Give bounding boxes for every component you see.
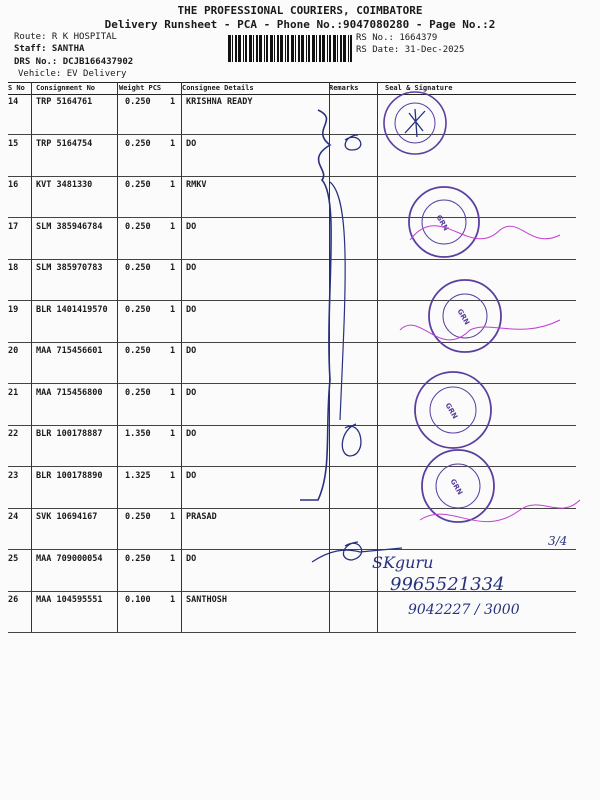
barcode-bar	[301, 35, 304, 62]
row-sno: 14	[8, 97, 19, 107]
row-sno: 21	[8, 387, 19, 398]
column-divider	[117, 82, 118, 632]
row-pcs: 1	[170, 346, 176, 356]
col-sno: S No	[8, 84, 25, 92]
barcode-bar	[308, 35, 310, 62]
row-consignee: DO	[186, 304, 197, 315]
barcode-bar	[256, 35, 258, 62]
barcode-bar	[306, 35, 307, 62]
stamp-initials: GRN	[443, 401, 459, 421]
rs-number: RS No.: 1664379	[356, 33, 438, 43]
row-weight: 0.250	[125, 97, 151, 107]
table-row	[8, 93, 576, 135]
row-consignment: SVK 10694167	[36, 512, 98, 522]
table-row	[8, 259, 576, 301]
barcode-bar	[322, 35, 325, 62]
table-row	[8, 425, 576, 467]
table-row	[8, 176, 576, 218]
row-sno: 15	[8, 138, 19, 149]
row-pcs: 1	[170, 553, 176, 564]
barcode-bar	[350, 35, 352, 62]
row-weight: 0.250	[125, 180, 151, 190]
barcode-bar	[280, 35, 283, 62]
row-pcs: 1	[170, 221, 176, 232]
barcode-bar	[319, 35, 321, 62]
row-sno: 24	[8, 512, 19, 522]
row-sno: 23	[8, 470, 19, 481]
barcode-bar	[312, 35, 315, 62]
row-pcs: 1	[170, 138, 176, 149]
row-consignee: DO	[186, 346, 197, 356]
column-divider	[329, 82, 330, 632]
table-row	[8, 135, 576, 177]
row-consignee: DO	[186, 138, 197, 149]
table-row	[8, 384, 576, 426]
barcode-bar	[337, 35, 338, 62]
row-pcs: 1	[170, 180, 176, 190]
handwritten-page: 3/4	[548, 534, 568, 548]
row-consignee: DO	[186, 553, 197, 564]
barcode-bar	[259, 35, 262, 62]
barcode-bar	[343, 35, 346, 62]
row-weight: 0.250	[125, 304, 151, 315]
row-consignee: DO	[186, 387, 197, 398]
column-divider	[181, 82, 182, 632]
row-consignment: TRP 5164761	[36, 97, 93, 107]
row-sno: 20	[8, 346, 19, 356]
barcode-bar	[235, 35, 237, 62]
row-consignment: BLR 1401419570	[36, 304, 108, 315]
stamp-initials: GRN	[434, 213, 450, 233]
row-consignee: KRISHNA READY	[186, 97, 253, 107]
barcode-bar	[277, 35, 279, 62]
rs-date: RS Date: 31-Dec-2025	[356, 45, 465, 55]
row-consignee: PRASAD	[186, 512, 217, 522]
barcode-bar	[340, 35, 342, 62]
barcode-bar	[238, 35, 241, 62]
barcode-bar	[245, 35, 247, 62]
table-row	[8, 508, 576, 550]
handwritten-phone: 9965521334	[390, 574, 505, 595]
barcode-bar	[329, 35, 331, 62]
row-weight: 0.250	[125, 263, 151, 273]
col-seal: Seal & Signature	[385, 84, 453, 92]
row-consignee: DO	[186, 429, 197, 439]
barcode-bar	[274, 35, 275, 62]
table-row	[8, 342, 576, 384]
row-consignee: DO	[186, 470, 197, 481]
barcode-bar	[333, 35, 336, 62]
barcode-bar	[348, 35, 349, 62]
row-consignment: BLR 100178887	[36, 429, 103, 439]
barcode-bar	[253, 35, 254, 62]
barcode-bar	[327, 35, 328, 62]
col-weight-pcs: Weight PCS	[119, 84, 162, 92]
row-consignee: SANTHOSH	[186, 595, 227, 605]
row-pcs: 1	[170, 263, 176, 273]
row-consignee: RMKV	[186, 180, 207, 190]
row-consignee: DO	[186, 221, 197, 232]
drs-number: DRS No.: DCJB166437902	[14, 57, 134, 67]
row-sno: 16	[8, 180, 19, 190]
row-weight: 0.250	[125, 553, 151, 564]
col-remarks: Remarks	[329, 84, 359, 92]
barcode-bar	[228, 35, 231, 62]
row-sno: 25	[8, 553, 19, 564]
table-row	[8, 301, 576, 343]
row-pcs: 1	[170, 595, 176, 605]
row-weight: 1.350	[125, 429, 151, 439]
barcode-bar	[270, 35, 273, 62]
document-title: THE PROFESSIONAL COURIERS, COIMBATORE	[177, 4, 423, 17]
row-sno: 26	[8, 595, 19, 605]
col-consignee: Consignee Details	[182, 84, 254, 92]
barcode	[228, 35, 353, 62]
row-sno: 17	[8, 221, 19, 232]
route-label: Route: R K HOSPITAL	[14, 32, 117, 42]
row-consignment: SLM 385970783	[36, 263, 103, 273]
row-pcs: 1	[170, 97, 176, 107]
barcode-bar	[285, 35, 286, 62]
row-consignment: MAA 715456601	[36, 346, 103, 356]
col-consignment: Consignment No	[36, 84, 96, 92]
row-pcs: 1	[170, 387, 176, 398]
barcode-bar	[232, 35, 233, 62]
row-sno: 18	[8, 263, 19, 273]
row-weight: 0.250	[125, 138, 151, 149]
barcode-bar	[266, 35, 268, 62]
table-row	[8, 591, 576, 633]
row-consignment: TRP 5164754	[36, 138, 93, 149]
row-pcs: 1	[170, 429, 176, 439]
barcode-bar	[298, 35, 300, 62]
row-pcs: 1	[170, 512, 176, 522]
barcode-bar	[287, 35, 289, 62]
column-divider	[377, 82, 378, 632]
row-sno: 22	[8, 429, 19, 439]
row-weight: 0.250	[125, 512, 151, 522]
stamp-initials: GRN	[455, 307, 471, 327]
row-weight: 0.250	[125, 387, 151, 398]
row-weight: 0.250	[125, 221, 151, 232]
vehicle-label: Vehicle: EV Delivery	[18, 69, 127, 79]
table-row	[8, 550, 576, 592]
stamp-initials: GRN	[448, 477, 464, 497]
row-consignee: DO	[186, 263, 197, 273]
handwritten-amount: 9042227 / 3000	[408, 602, 520, 618]
row-consignment: SLM 385946784	[36, 221, 103, 232]
row-sno: 19	[8, 304, 19, 315]
barcode-bar	[295, 35, 296, 62]
row-pcs: 1	[170, 304, 176, 315]
row-weight: 0.250	[125, 346, 151, 356]
barcode-bar	[316, 35, 317, 62]
table-row	[8, 467, 576, 509]
row-weight: 1.325	[125, 470, 151, 481]
row-consignment: MAA 104595551	[36, 595, 103, 605]
barcode-bar	[249, 35, 252, 62]
row-weight: 0.100	[125, 595, 151, 605]
barcode-bar	[264, 35, 265, 62]
row-consignment: MAA 709000054	[36, 553, 103, 564]
document-subtitle: Delivery Runsheet - PCA - Phone No.:9047080280 - Page No.:2	[104, 18, 496, 31]
row-consignment: BLR 100178890	[36, 470, 103, 481]
row-pcs: 1	[170, 470, 176, 481]
barcode-bar	[291, 35, 294, 62]
column-divider	[31, 82, 32, 632]
staff-label: Staff: SANTHA	[14, 44, 85, 54]
row-consignment: KVT 3481330	[36, 180, 93, 190]
table-row	[8, 218, 576, 260]
row-consignment: MAA 715456800	[36, 387, 103, 398]
barcode-bar	[243, 35, 244, 62]
handwritten-note: SKguru	[372, 553, 434, 572]
